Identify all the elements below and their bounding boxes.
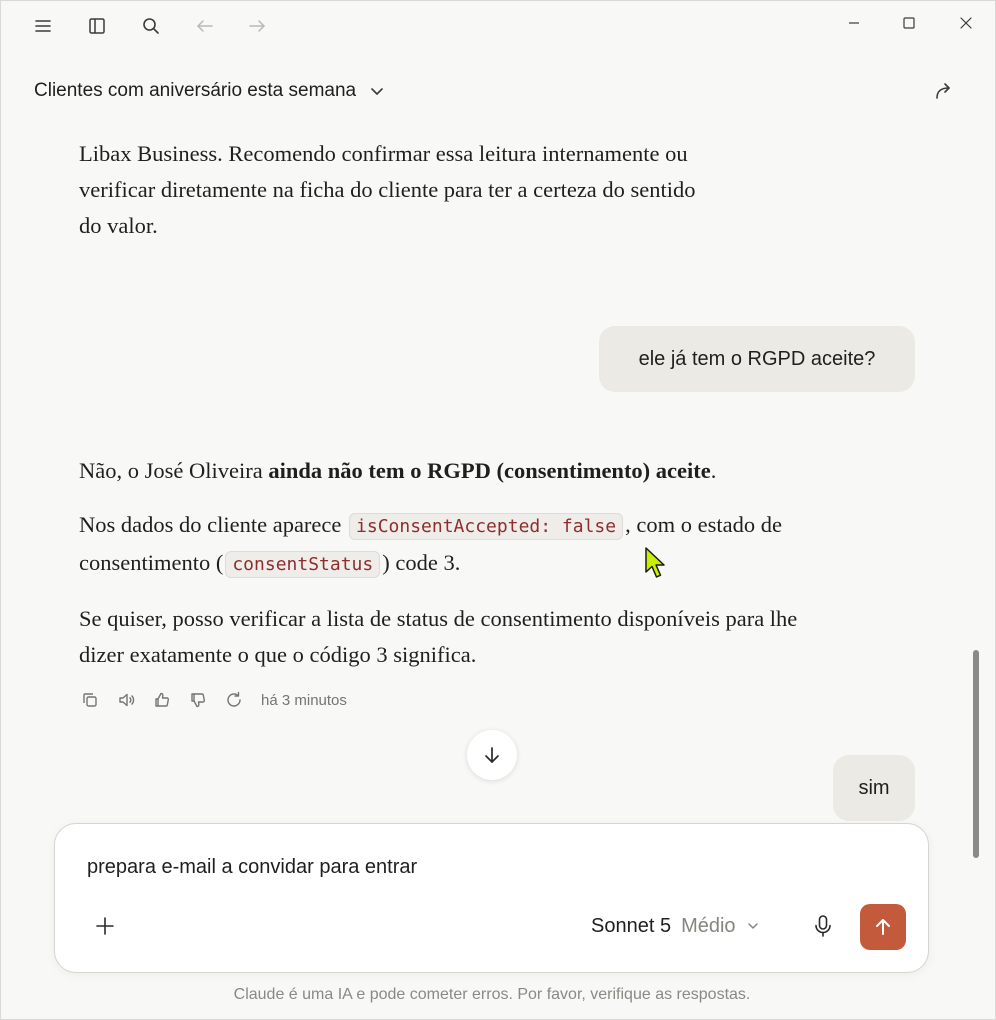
sidebar-toggle-icon[interactable]	[83, 12, 111, 40]
copy-icon[interactable]	[79, 689, 101, 711]
assistant-message-previous	[79, 136, 849, 244]
model-selector[interactable]	[591, 912, 760, 940]
reply-text: Nos dados do cliente aparece	[79, 512, 348, 537]
search-icon[interactable]	[137, 12, 165, 40]
back-arrow-icon[interactable]	[191, 12, 219, 40]
arrow-up-icon	[872, 916, 894, 938]
close-icon[interactable]	[948, 8, 984, 38]
conversation-title: Clientes com aniversário esta semana	[34, 80, 357, 101]
reply-text: ) code 3.	[382, 550, 461, 575]
inline-code: consentStatus	[225, 551, 380, 578]
menu-icon[interactable]	[29, 12, 57, 40]
forward-arrow-icon[interactable]	[243, 12, 271, 40]
message-line: verificar diretamente na ficha do cliente para ter a certeza do sentido	[79, 177, 696, 202]
scrollbar-thumb[interactable]	[973, 650, 979, 858]
conversation-title-dropdown[interactable]	[34, 74, 386, 108]
reply-bold-text: ainda não tem o RGPD (consentimento) aceite	[268, 458, 711, 483]
microphone-icon	[812, 914, 834, 938]
model-name: Sonnet 5	[591, 914, 672, 937]
speaker-icon[interactable]	[115, 689, 137, 711]
add-attachment-button[interactable]	[91, 912, 119, 940]
chevron-down-icon	[746, 919, 760, 933]
message-actions	[79, 688, 347, 712]
model-effort: Médio	[681, 914, 736, 937]
user-message-text: sim	[858, 776, 890, 799]
maximize-icon[interactable]	[891, 8, 927, 38]
reply-paragraph-2	[79, 507, 819, 583]
chevron-down-icon	[368, 82, 386, 100]
disclaimer-text: Claude é uma IA e pode cometer erros. Por favor, verifique as respostas.	[233, 986, 751, 1003]
send-button[interactable]	[860, 904, 906, 950]
message-composer	[54, 823, 929, 973]
microphone-button[interactable]	[809, 910, 837, 942]
user-message-text: ele já tem o RGPD aceite?	[638, 347, 876, 370]
inline-code: isConsentAccepted: false	[349, 513, 623, 540]
reply-paragraph-3: Se quiser, posso verificar a lista de status de consentimento disponíveis para lhe dizer exatamente o que o código 3 significa.	[79, 606, 798, 667]
message-line: do valor.	[79, 213, 158, 238]
mouse-cursor-icon	[644, 546, 668, 580]
user-message	[833, 755, 915, 821]
retry-icon[interactable]	[223, 689, 245, 711]
message-input[interactable]: prepara e-mail a convidar para entrar	[87, 856, 418, 878]
message-timestamp: há 3 minutos	[261, 691, 347, 709]
title-bar	[0, 0, 996, 54]
arrow-down-icon	[481, 744, 503, 766]
message-line: Libax Business. Recomendo confirmar essa leitura internamente ou	[79, 141, 688, 166]
thumbs-up-icon[interactable]	[151, 689, 173, 711]
scroll-to-bottom-button[interactable]	[467, 730, 517, 780]
reply-text: , com o estado de consentimento (	[79, 512, 782, 575]
minimize-icon[interactable]	[836, 8, 872, 38]
reply-text: .	[710, 458, 717, 483]
plus-icon	[94, 915, 116, 937]
thumbs-down-icon[interactable]	[187, 689, 209, 711]
user-message	[599, 326, 915, 392]
assistant-message	[79, 453, 849, 673]
reply-paragraph-1	[79, 453, 849, 489]
share-icon	[933, 80, 955, 102]
reply-text: Não, o José Oliveira	[79, 458, 269, 483]
share-button[interactable]	[928, 76, 960, 106]
